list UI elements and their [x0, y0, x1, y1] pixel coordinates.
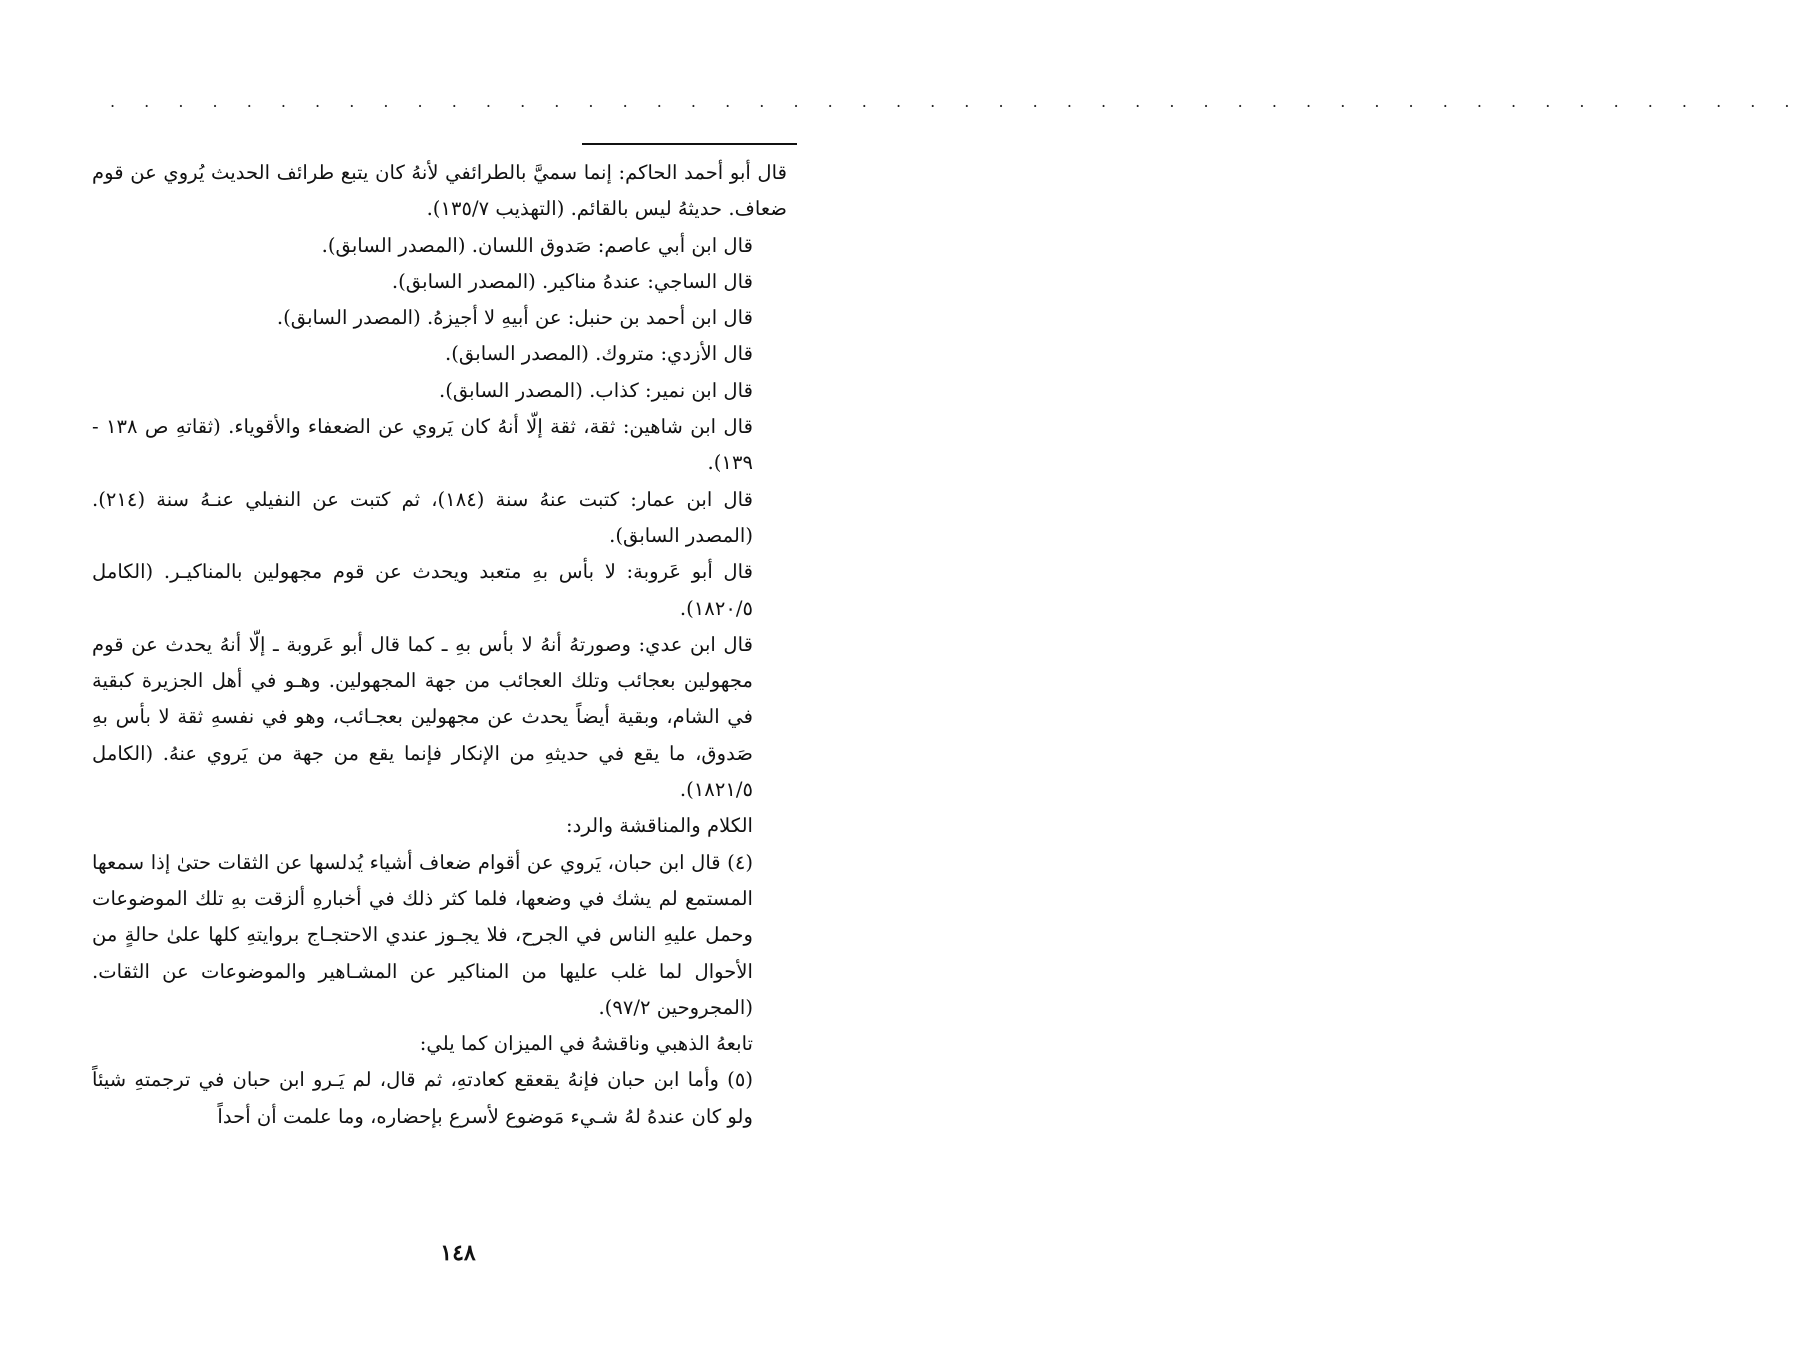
paragraph-ammar: قال ابن عمار: كتبت عنهُ سنة (١٨٤)، ثم كتبت عن النفيلي عنـهُ سنة (٢١٤). (المصدر السابق).	[92, 487, 753, 547]
paragraph-hakim: قال أبو أحمد الحاكم: إنما سميَّ بالطرائفي لأنهُ كان يتبع طرائف الحديث يُروي عن قوم ضعاف. حديثهُ ليس بالقائم. (التهذيب ١٣٥/٧).	[92, 161, 787, 221]
section-heading-discussion: الكلام والمناقشة والرد:	[566, 814, 753, 838]
paragraph-adi: قال ابن عدي: وصورتهُ أنهُ لا بأس بهِ ـ كما قال أبو عَروبة ـ إلّا أنهُ يحدث عن قوم مجهولين بعجائب وتلك العجائب من جهة المجهولين. وهـو في أهل الجزيرة كبقية في الشام، وبقية أيضاً يحدث عن مجهولين بعجـائب، وهو في نفسهِ ثقة لا بأس بهِ صَدوق، ما يقع في حديثهِ من الإنكار فإنما يقع من جهة من يَروي عنهُ. (الكامل ١٨٢١/٥).	[92, 632, 753, 802]
footnote-dotted-separator: . . . . . . . . . . . . . . . . . . . . . . . . . . . . . . . . . . . . . . . . . . . . . . . . . .	[110, 92, 1802, 111]
paragraph-azdi: قال الأزدي: متروك. (المصدر السابق).	[445, 342, 753, 366]
paragraph-abi-asim: قال ابن أبي عاصم: صَدوق اللسان. (المصدر السابق).	[321, 233, 753, 257]
paragraph-hanbal: قال ابن أحمد بن حنبل: عن أبيهِ لا أجيزهُ. (المصدر السابق).	[276, 306, 753, 330]
paragraph-numayr: قال ابن نمير: كذاب. (المصدر السابق).	[438, 378, 753, 402]
paragraph-dhahabi: تابعهُ الذهبي وناقشهُ في الميزان كما يلي:	[419, 1032, 753, 1056]
page-body	[92, 155, 787, 1135]
footnote-rule	[582, 143, 797, 145]
page-number: ١٤٨	[440, 1240, 476, 1266]
paragraph-hibban-5: (٥) وأما ابن حبان فإنهُ يقعقع كعادتهِ، ثم قال، لم يَـرو ابن حبان في ترجمتهِ شيئاً ولو كان عندهُ لهُ شـيء مَوضوع لأسرع بإحضاره، وما علمت أن أحداً	[92, 1068, 753, 1128]
paragraph-saji: قال الساجي: عندهُ مناكير. (المصدر السابق).	[391, 269, 753, 293]
paragraph-shahin: قال ابن شاهين: ثقة، ثقة إلّا أنهُ كان يَروي عن الضعفاء والأقوياء. (ثقاتهِ ص ١٣٨ - ١٣٩).	[92, 415, 753, 475]
paragraph-hibban-4: (٤) قال ابن حبان، يَروي عن أقوام ضعاف أشياء يُدلسها عن الثقات حتىٰ إذا سمعها المستمع لم يشك في وضعها، فلما كثر ذلك في أخبارهِ ألزقت بهِ تلك الموضوعات وحمل عليهِ الناس في الجرح، فلا يجـوز عندي الاحتجـاج بروايتهِ كلها علىٰ حالةٍ من الأحوال لما غلب عليها من المناكير عن المشـاهير والموضوعات عن الثقات. (المجروحين ٩٧/٢).	[92, 850, 753, 1019]
paragraph-aruba: قال أبو عَروبة: لا بأس بهِ متعبد ويحدث عن قوم مجهولين بالمناكيـر. (الكامل ١٨٢٠/٥).	[92, 560, 753, 620]
